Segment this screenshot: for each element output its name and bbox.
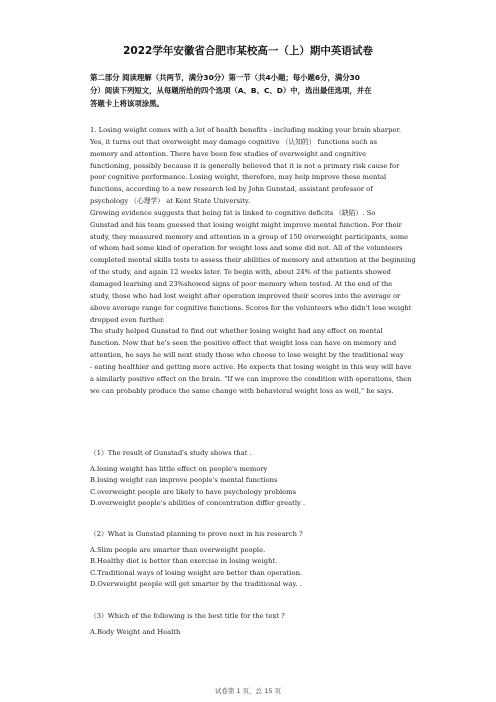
passage-line: a similarly positive effect on the brain. "If we can improve the condition with operations, then: [90, 374, 412, 383]
passage-line: functioning, possibly because it is generally believed that it is not a primary risk cause for: [90, 161, 400, 170]
option-a[interactable]: A.Body Weight and Health: [90, 627, 181, 636]
option-b[interactable]: B.Healthy diet is better than exercise in losing weight.: [90, 557, 278, 566]
passage-line: function. Now that he's seen the positive effect that weight loss can have on memory and: [90, 339, 397, 348]
option-a[interactable]: A.losing weight has little effect on people's memory: [90, 464, 268, 473]
option-b[interactable]: B.losing weight can improve people's mental functions: [90, 476, 278, 485]
passage-line: above average range for cognitive functions. Scores for the volunteers who didn't lose weight: [90, 303, 412, 312]
reading-passage: [90, 125, 416, 397]
option-c[interactable]: C.overweight people are likely to have psychology problems: [90, 487, 297, 496]
instruction-line: 第二部分 阅读理解（共两节，满分30分）第一节（共4小题；每小题6分，满分30: [90, 73, 360, 82]
question-3: [90, 611, 412, 638]
passage-line: functions, according to a new research led by John Gunstad, assistant professor of: [90, 185, 373, 194]
passage-line: poor cognitive performance. Losing weight, therefore, may help improve these mental: [90, 173, 387, 182]
option-d[interactable]: D.Overweight people will get smarter by the traditional way. .: [90, 580, 302, 589]
passage-line: completed mental skills tests to assess their abilities of memory and attention at the beginning: [90, 256, 416, 265]
passage-line: Growing evidence suggests that being fat is linked to cognitive deficits （缺陷）. So: [90, 208, 376, 217]
section-instructions: [90, 71, 412, 111]
question-stem: （3）Which of the following is the best title for the text ?: [90, 612, 285, 620]
passage-line: study, they measured memory and attention in a group of 150 overweight participants, some: [90, 232, 409, 241]
passage-line: The study helped Gunstad to find out whether losing weight had any effect on mental: [90, 327, 383, 336]
passage-line: - eating healthier and getting more active. He expects that losing weight in this way will have: [90, 362, 412, 371]
passage-line: study, those who had lost weight after operation improved their scores into the average or: [90, 291, 401, 300]
exam-title: 2022学年安徽省合肥市某校高一（上）期中英语试卷: [123, 45, 373, 57]
question-stem: （1）The result of Gunstad's study shows that .: [90, 449, 252, 457]
passage-line: 1. Losing weight comes with a lot of health benefits - including making your brain sharper.: [90, 126, 402, 134]
option-a[interactable]: A.Slim people are smarter than overweight people.: [90, 545, 266, 554]
question-2: [90, 529, 412, 591]
option-d[interactable]: D.overweight people's abilities of concentration differ greatly .: [90, 499, 306, 508]
passage-line: Gunstad and his team guessed that losing weight might improve mental function. For their: [90, 220, 402, 229]
instruction-line: 答题卡上将该项涂黑。: [90, 99, 164, 109]
question-stem: （2）What is Gunstad planning to prove next in his research ?: [90, 530, 303, 538]
passage-line: of the study, and again 12 weeks later. To begin with, about 24% of the patients showed: [90, 268, 391, 277]
passage-line: Yes, it turns out that overweight may damage cognitive （认知的） functions such as: [90, 137, 378, 146]
instruction-line: 分）阅读下列短文，从每题所给的四个选项（A、B、C、D）中，选出最佳选项，并在: [90, 86, 372, 96]
page-footer: 试卷第 1 页，总 15 页: [214, 687, 282, 695]
passage-line: of whom had some kind of operation for weight loss and some did not. All of the volunteers: [90, 244, 403, 253]
option-c[interactable]: C.Traditional ways of losing weight are better than operation.: [90, 568, 303, 577]
passage-line: damaged learning and 23%showed signs of poor memory when tested. At the end of the: [90, 279, 393, 288]
passage-line: we can probably produce the same change with behavioral weight loss as well," he says.: [90, 386, 394, 395]
passage-line: attention, he says he will next study those who choose to lose weight by the traditional way: [90, 351, 404, 360]
question-1: [90, 448, 412, 510]
passage-line: memory and attention. There have been few studies of overweight and cognitive: [90, 149, 367, 158]
passage-line: psychology （心理学） at Kent State University.: [90, 197, 250, 206]
passage-line: dropped even further.: [90, 315, 165, 324]
